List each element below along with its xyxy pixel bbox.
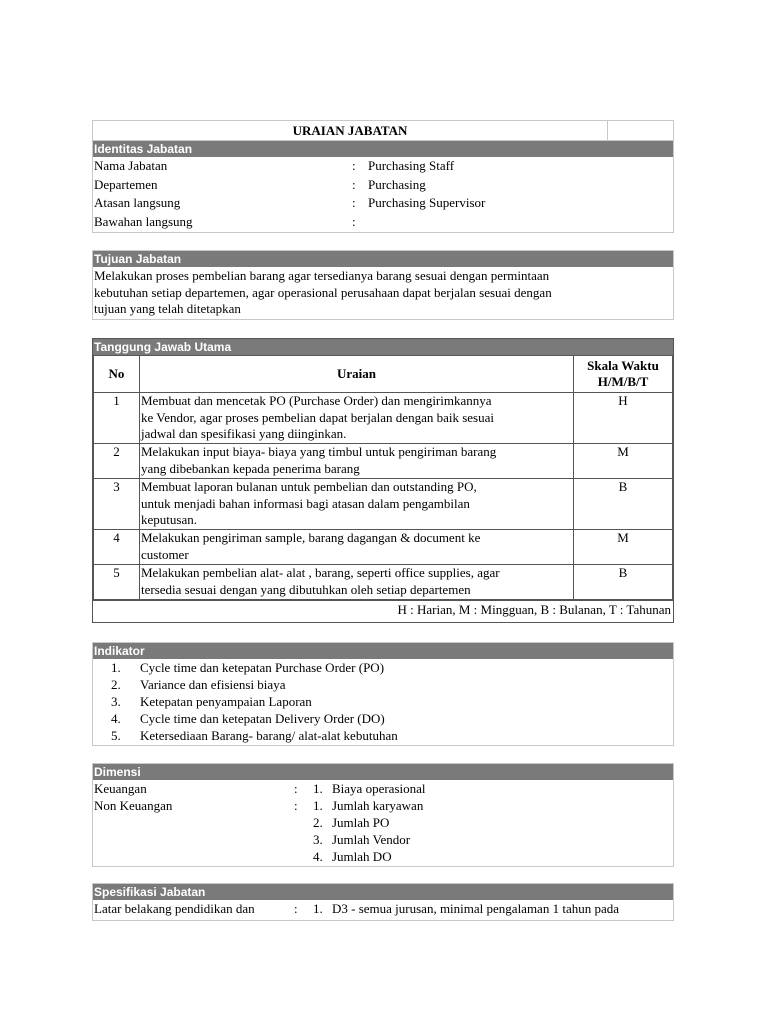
uraian-line: Melakukan pembelian alat- alat , barang, seperti office supplies, agar xyxy=(141,565,500,580)
uraian-line: jadwal dan spesifikasi yang diinginkan. xyxy=(141,426,347,441)
list-item xyxy=(93,659,673,676)
identitas-section xyxy=(92,141,674,233)
identitas-header: Identitas Jabatan xyxy=(93,141,673,157)
identitas-sep: : xyxy=(352,158,356,173)
spesifikasi-header: Spesifikasi Jabatan xyxy=(93,884,673,900)
row-no: 3 xyxy=(94,479,140,530)
indikator-section xyxy=(92,642,674,746)
uraian-line: Melakukan pengiriman sample, barang dagangan & document ke xyxy=(141,530,481,545)
spesifikasi-label: Latar belakang pendidikan dan xyxy=(94,901,255,916)
item-number: 1. xyxy=(313,798,323,813)
row-skala: B xyxy=(574,479,673,530)
item-number: 4. xyxy=(111,711,121,726)
row-uraian xyxy=(140,444,574,479)
uraian-line: keputusan. xyxy=(141,512,197,527)
spesifikasi-row xyxy=(93,900,673,917)
identitas-value: Purchasing xyxy=(368,176,426,192)
item-number: 1. xyxy=(313,781,323,796)
tanggung-jawab-table xyxy=(93,355,673,600)
spesifikasi-sep: : xyxy=(294,901,298,916)
dimensi-sep: : xyxy=(294,798,298,813)
dimensi-row xyxy=(93,831,673,848)
item-number: 2. xyxy=(313,815,323,830)
item-number: 4. xyxy=(313,849,323,864)
table-row xyxy=(94,479,673,530)
uraian-line: Membuat dan mencetak PO (Purchase Order) dan mengirimkannya xyxy=(141,393,492,408)
uraian-line: tersedia sesuai dengan yang dibutuhkan oleh setiap departemen xyxy=(141,581,471,597)
spesifikasi-section xyxy=(92,883,674,921)
uraian-line: ke Vendor, agar proses pembelian dapat berjalan dengan baik sesuai xyxy=(141,409,494,425)
uraian-line: yang dibebankan kepada penerima barang xyxy=(141,460,360,476)
title-box xyxy=(92,120,674,141)
skala-legend: H : Harian, M : Mingguan, B : Bulanan, T : Tahunan xyxy=(93,600,673,619)
uraian-line: Melakukan input biaya- biaya yang timbul untuk pengiriman barang xyxy=(141,444,497,459)
dimensi-header: Dimensi xyxy=(93,764,673,780)
dimensi-row xyxy=(93,814,673,831)
tanggung-jawab-section xyxy=(92,338,674,623)
item-number: 1. xyxy=(111,660,121,675)
dimensi-label: Non Keuangan xyxy=(94,798,173,813)
item-number: 1. xyxy=(313,901,323,916)
col-skala-label: Skala Waktu xyxy=(587,357,659,373)
identitas-value: Purchasing Staff xyxy=(368,158,455,173)
table-row xyxy=(94,565,673,600)
item-text: Ketersediaan Barang- barang/ alat-alat kebutuhan xyxy=(140,728,398,743)
table-row xyxy=(94,393,673,444)
item-text: Ketepatan penyampaian Laporan xyxy=(140,694,312,709)
row-skala: H xyxy=(574,393,673,444)
tujuan-text xyxy=(93,267,673,320)
list-item xyxy=(93,676,673,693)
item-number: 3. xyxy=(111,694,121,709)
col-no-header: No xyxy=(94,356,140,393)
item-text: D3 - semua jurusan, minimal pengalaman 1 tahun pada xyxy=(332,901,620,916)
identitas-sep: : xyxy=(352,195,356,210)
tujuan-header: Tujuan Jabatan xyxy=(93,251,673,267)
item-text: Cycle time dan ketepatan Purchase Order (PO) xyxy=(140,660,385,675)
list-item xyxy=(93,710,673,727)
row-no: 2 xyxy=(94,444,140,479)
item-text: Jumlah PO xyxy=(332,815,390,830)
item-number: 3. xyxy=(313,832,323,847)
dimensi-row xyxy=(93,797,673,814)
identitas-row xyxy=(93,157,673,176)
list-item xyxy=(93,727,673,744)
dimensi-sep: : xyxy=(294,781,298,796)
row-skala: M xyxy=(574,444,673,479)
list-item xyxy=(93,693,673,710)
identitas-value: Purchasing Supervisor xyxy=(368,195,486,210)
table-row xyxy=(94,444,673,479)
identitas-label: Departemen xyxy=(94,176,158,192)
identitas-label: Atasan langsung xyxy=(94,195,181,210)
tujuan-line: tujuan yang telah ditetapkan xyxy=(94,301,241,316)
uraian-line: customer xyxy=(141,546,189,562)
col-uraian-header: Uraian xyxy=(140,356,574,393)
dimensi-label: Keuangan xyxy=(94,781,147,796)
row-uraian xyxy=(140,530,574,565)
tujuan-line: kebutuhan setiap departemen, agar operasional perusahaan dapat berjalan sesuai dengan xyxy=(94,284,552,300)
tanggung-jawab-header: Tanggung Jawab Utama xyxy=(93,339,673,355)
dimensi-row xyxy=(93,780,673,797)
item-text: Jumlah DO xyxy=(332,849,392,864)
tujuan-line: Melakukan proses pembelian barang agar tersedianya barang sesuai dengan permintaan xyxy=(94,268,550,283)
row-skala: M xyxy=(574,530,673,565)
identitas-row xyxy=(93,213,673,232)
col-skala-code: H/M/B/T xyxy=(597,374,649,389)
identitas-row xyxy=(93,194,673,213)
item-text: Jumlah Vendor xyxy=(332,832,411,847)
row-skala: B xyxy=(574,565,673,600)
row-uraian xyxy=(140,393,574,444)
dimensi-row xyxy=(93,848,673,865)
uraian-line: untuk menjadi bahan informasi bagi atasan dalam pengambilan xyxy=(141,495,470,511)
row-no: 5 xyxy=(94,565,140,600)
item-text: Cycle time dan ketepatan Delivery Order (DO) xyxy=(140,711,385,726)
table-row xyxy=(94,530,673,565)
item-number: 2. xyxy=(111,677,121,692)
item-text: Biaya operasional xyxy=(332,781,426,796)
table-header-row xyxy=(94,356,673,393)
dimensi-section xyxy=(92,763,674,867)
row-no: 4 xyxy=(94,530,140,565)
identitas-sep: : xyxy=(352,213,356,229)
row-no: 1 xyxy=(94,393,140,444)
col-skala-header xyxy=(574,356,673,393)
uraian-line: Membuat laporan bulanan untuk pembelian dan outstanding PO, xyxy=(141,479,477,494)
identitas-label: Bawahan langsung xyxy=(94,213,193,229)
identitas-row xyxy=(93,176,673,195)
indikator-header: Indikator xyxy=(93,643,673,659)
row-uraian xyxy=(140,565,574,600)
item-text: Jumlah karyawan xyxy=(332,798,424,813)
identitas-label: Nama Jabatan xyxy=(94,158,168,173)
item-text: Variance dan efisiensi biaya xyxy=(140,677,286,692)
document-title: URAIAN JABATAN xyxy=(93,121,608,140)
row-uraian xyxy=(140,479,574,530)
tujuan-section xyxy=(92,250,674,320)
identitas-sep: : xyxy=(352,176,356,192)
item-number: 5. xyxy=(111,728,121,743)
